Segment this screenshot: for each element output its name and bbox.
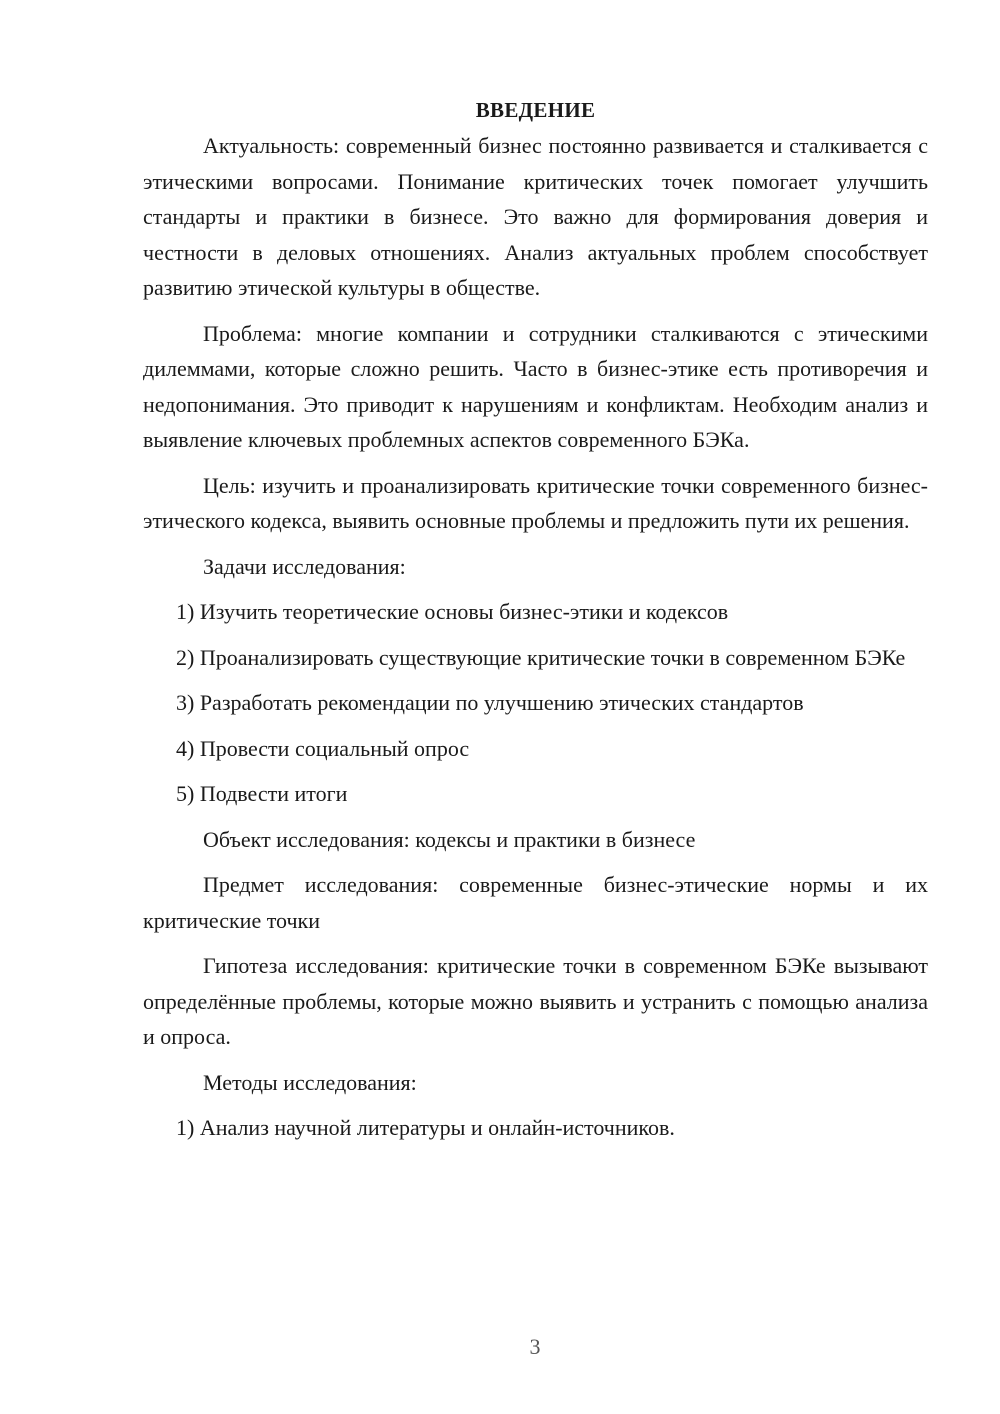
task-item: 4) Провести социальный опрос (176, 735, 470, 761)
task-item: 3) Разработать рекомендации по улучшению этических стандартов (176, 690, 804, 715)
goal-paragraph: Цель: изучить и проанализировать критические точки современного бизнес-этического кодекса, выявить основные проблемы и предложить пути их решения. (143, 472, 928, 533)
hypothesis-paragraph: Гипотеза исследования: критические точки в современном БЭКе вызывают определённые проблемы, которые можно выявить и устранить с помощью анализа и опроса. (143, 953, 928, 1049)
subject-paragraph: Предмет исследования: современные бизнес-этические нормы и их критические точки (143, 872, 928, 933)
relevance-paragraph: Актуальность: современный бизнес постоянно развивается и сталкивается с этическими вопросами. Понимание критических точек помогает улучшить стандарты и практики в бизнесе. Это важно для формирования доверия и честности в деловых отношениях. Анализ актуальных проблем способствует развитию этической культуры в обществе. (143, 133, 928, 300)
task-item: 5) Подвести итоги (176, 781, 348, 806)
tasks-heading: Задачи исследования: (203, 553, 406, 579)
object-paragraph: Объект исследования: кодексы и практики в бизнесе (203, 826, 696, 852)
methods-heading: Методы исследования: (203, 1069, 417, 1095)
page-number: 3 (529, 1334, 541, 1359)
task-item: 2) Проанализировать существующие критические точки в современном БЭКе (176, 644, 906, 670)
document-page (143, 92, 928, 1156)
section-title: ВВЕДЕНИЕ (475, 98, 596, 122)
method-item: 1) Анализ научной литературы и онлайн-источников. (176, 1115, 675, 1140)
problem-paragraph: Проблема: многие компании и сотрудники сталкиваются с этическими дилеммами, которые сложно решить. Часто в бизнес-этике есть противоречия и недопонимания. Это приводит к нарушениям и конфликтам. Необходим анализ и выявление ключевых проблемных аспектов современного БЭКа. (143, 320, 928, 452)
task-item: 1) Изучить теоретические основы бизнес-этики и кодексов (176, 599, 729, 624)
